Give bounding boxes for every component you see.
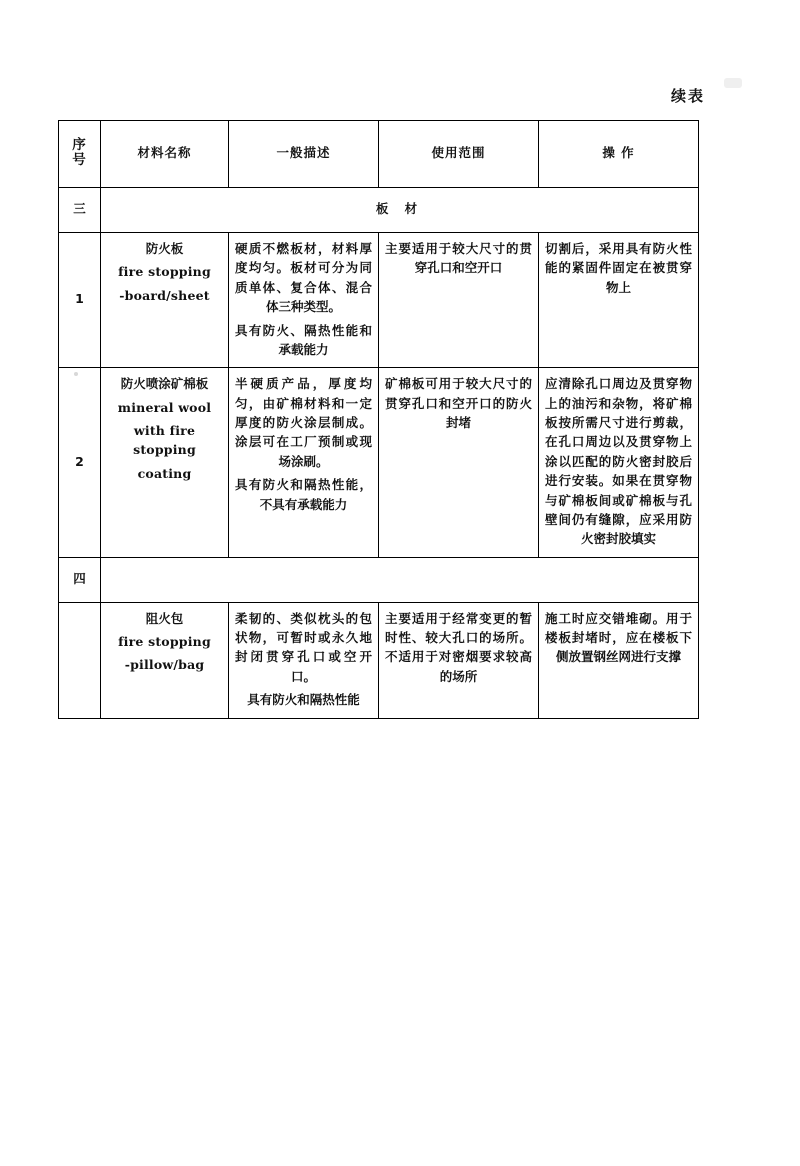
row-operation-3: [539, 602, 699, 718]
header-seq-line1: 序: [72, 137, 87, 154]
table-row: [59, 233, 699, 368]
row-name-2: [101, 368, 229, 557]
operation-para-1: 施工时应交错堆砌。用于楼板封堵时，应在楼板下侧放置钢丝网进行支撑: [545, 610, 692, 665]
header-cell-description: 一般描述: [229, 121, 379, 188]
header-cell-seq: [59, 121, 101, 188]
material-name-en-line2: -board/sheet: [119, 287, 210, 303]
section-row-4: [59, 557, 699, 602]
material-name-en-line1: mineral wool: [117, 399, 212, 415]
section-number-3: 三: [59, 188, 101, 233]
description-para-2: 具有防火、隔热性能和承载能力: [235, 322, 372, 357]
material-name-en-line2: with fire stopping: [133, 423, 196, 458]
table-row: [59, 602, 699, 718]
row-scope-2: [379, 368, 539, 557]
material-name-en-line1: fire stopping: [118, 264, 211, 280]
row-seq-3: [59, 602, 101, 718]
row-description-2: [229, 368, 379, 557]
description-para-1: 柔韧的、类似枕头的包状物，可暂时或永久地封闭贯穿孔口或空开口。: [235, 610, 372, 684]
section-title-4: [101, 557, 699, 602]
material-name-en-line3: coating: [137, 465, 192, 481]
description-para-2: 具有防火和隔热性能: [247, 692, 360, 708]
row-operation-2: [539, 368, 699, 557]
row-seq-1: 1: [59, 233, 101, 368]
description-para-2: 具有防火和隔热性能，不具有承载能力: [235, 477, 372, 512]
table-row: [59, 368, 699, 557]
material-name-cn: 阻火包: [145, 610, 184, 626]
table-header-row: [59, 121, 699, 188]
row-scope-3: [379, 602, 539, 718]
row-name-1: [101, 233, 229, 368]
row-description-1: [229, 233, 379, 368]
header-cell-operation: 操 作: [539, 121, 699, 188]
materials-table: [58, 120, 699, 719]
header-cell-material-name: 材料名称: [101, 121, 229, 188]
header-cell-scope: 使用范围: [379, 121, 539, 188]
header-seq-line2: 号: [72, 152, 87, 168]
operation-para-1: 切割后，采用具有防火性能的紧固件固定在被贯穿物上: [545, 241, 692, 295]
continuation-label: 续表: [670, 87, 705, 105]
operation-para-1: 应清除孔口周边及贯穿物上的油污和杂物，将矿棉板按所需尺寸进行剪裁，在孔口周边以及贯穿物上涂以匹配的防火密封胶后进行安装。如果在贯穿物与矿棉板间或矿棉板与孔壁间仍有缝隙，应采用防火密封胶填实: [545, 376, 692, 547]
description-para-1: 硬质不燃板材，材料厚度均匀。板材可分为同质单体、复合体、混合体三种类型。: [235, 241, 372, 315]
material-name-en-line1: fire stopping: [118, 634, 211, 649]
row-seq-2: 2: [59, 368, 101, 557]
scope-para-1: 主要适用于经常变更的暂时性、较大孔口的场所。不适用于对密烟要求较高的场所: [385, 610, 532, 684]
section-title-3: 板 材: [101, 188, 699, 233]
scope-para-1: 主要适用于较大尺寸的贯穿孔口和空开口: [385, 241, 532, 276]
material-name-cn: 防火板: [145, 241, 184, 256]
material-name-en-line2: -pillow/bag: [124, 657, 205, 673]
row-scope-1: [379, 233, 539, 368]
description-para-1: 半硬质产品，厚度均匀，由矿棉材料和一定厚度的防火涂层制成。涂层可在工厂预制或现场涂刷。: [235, 376, 372, 469]
section-number-4: 四: [59, 557, 101, 602]
material-name-cn: 防火喷涂矿棉板: [120, 376, 209, 392]
row-operation-1: [539, 233, 699, 368]
page-edge-artifact: [724, 78, 742, 88]
row-name-3: [101, 602, 229, 718]
scope-para-1: 矿棉板可用于较大尺寸的贯穿孔口和空开口的防火封堵: [385, 376, 532, 430]
section-row-3: [59, 188, 699, 233]
row-description-3: [229, 602, 379, 718]
